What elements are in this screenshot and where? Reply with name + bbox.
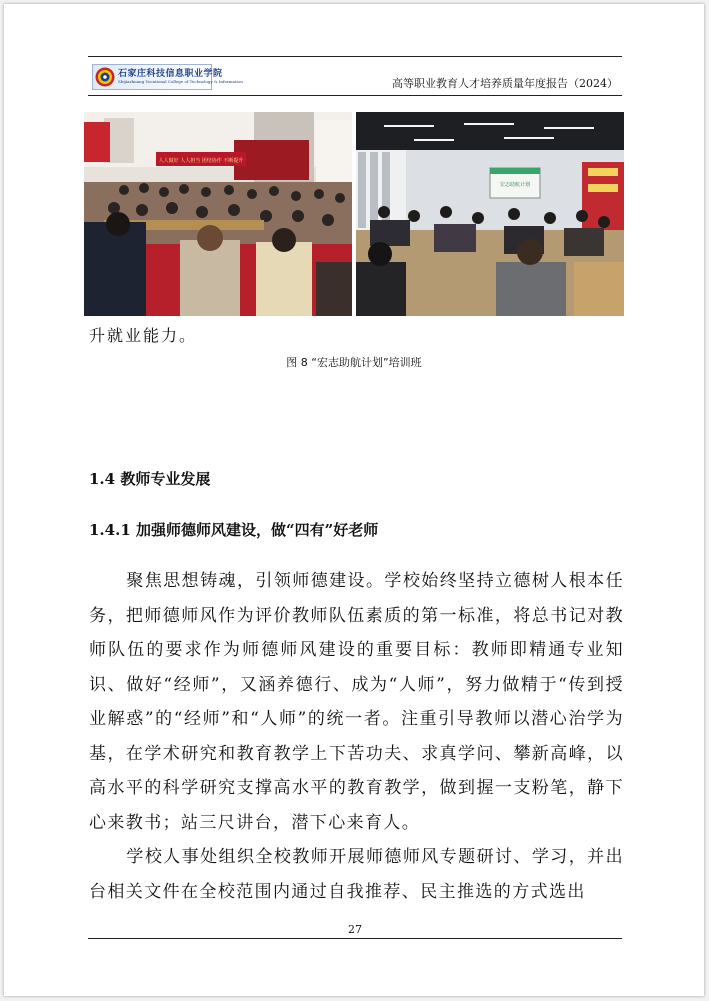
photo-banner-text: 人人做好 人人担当 团结协作 不断提升: [158, 158, 244, 164]
photo-lecture-hall: [84, 112, 352, 316]
college-emblem-icon: [95, 67, 115, 87]
figure-caption: 图 8 “宏志助航计划”培训班: [286, 356, 422, 369]
section-heading: 1.4 教师专业发展: [89, 470, 211, 488]
report-title: 高等职业教育人才培养质量年度报告（2024）: [392, 77, 618, 90]
subsection-heading: 1.4.1 加强师德师风建设，做“四有”好老师: [89, 521, 379, 539]
continued-text-fragment: 升就业能力。: [89, 326, 198, 345]
page-header: [88, 56, 622, 96]
page-footer: [88, 924, 622, 939]
page-number: 27: [348, 923, 362, 936]
college-logo: [92, 64, 243, 90]
body-text: [89, 564, 624, 909]
logo-english-name: Shijiazhuang Vocational College of Technology & Information: [118, 79, 243, 84]
logo-chinese-name: 石家庄科技信息职业学院: [118, 69, 223, 79]
photo-training-room: [356, 112, 624, 316]
paragraph: 学校人事处组织全校教师开展师德师风专题研讨、学习，并出台相关文件在全校范围内通过自我推荐、民主推选的方式选出: [89, 847, 624, 902]
paragraph: 聚焦思想铸魂，引领师德建设。学校始终坚持立德树人根本任务，把师德师风作为评价教师队伍素质的第一标准，将总书记对教师队伍的要求作为师德师风建设的重要目标：教师即精通专业知识、做好“经师”，又涵养德行、成为“人师”，努力做精于“传到授业解惑”的“经师”和“人师”的统一者。注重引导教师以潜心治学为基，在学术研究和教育教学上下苦功夫、求真学问、攀新高峰，以高水平的科学研究支撑高水平的教育教学，做到握一支粉笔，静下心来教书；站三尺讲台，潜下心来育人。: [89, 571, 624, 833]
projector-screen-text: 宏志助航计划: [499, 182, 531, 188]
figure-photos: [84, 112, 624, 316]
document-page: [4, 4, 704, 996]
